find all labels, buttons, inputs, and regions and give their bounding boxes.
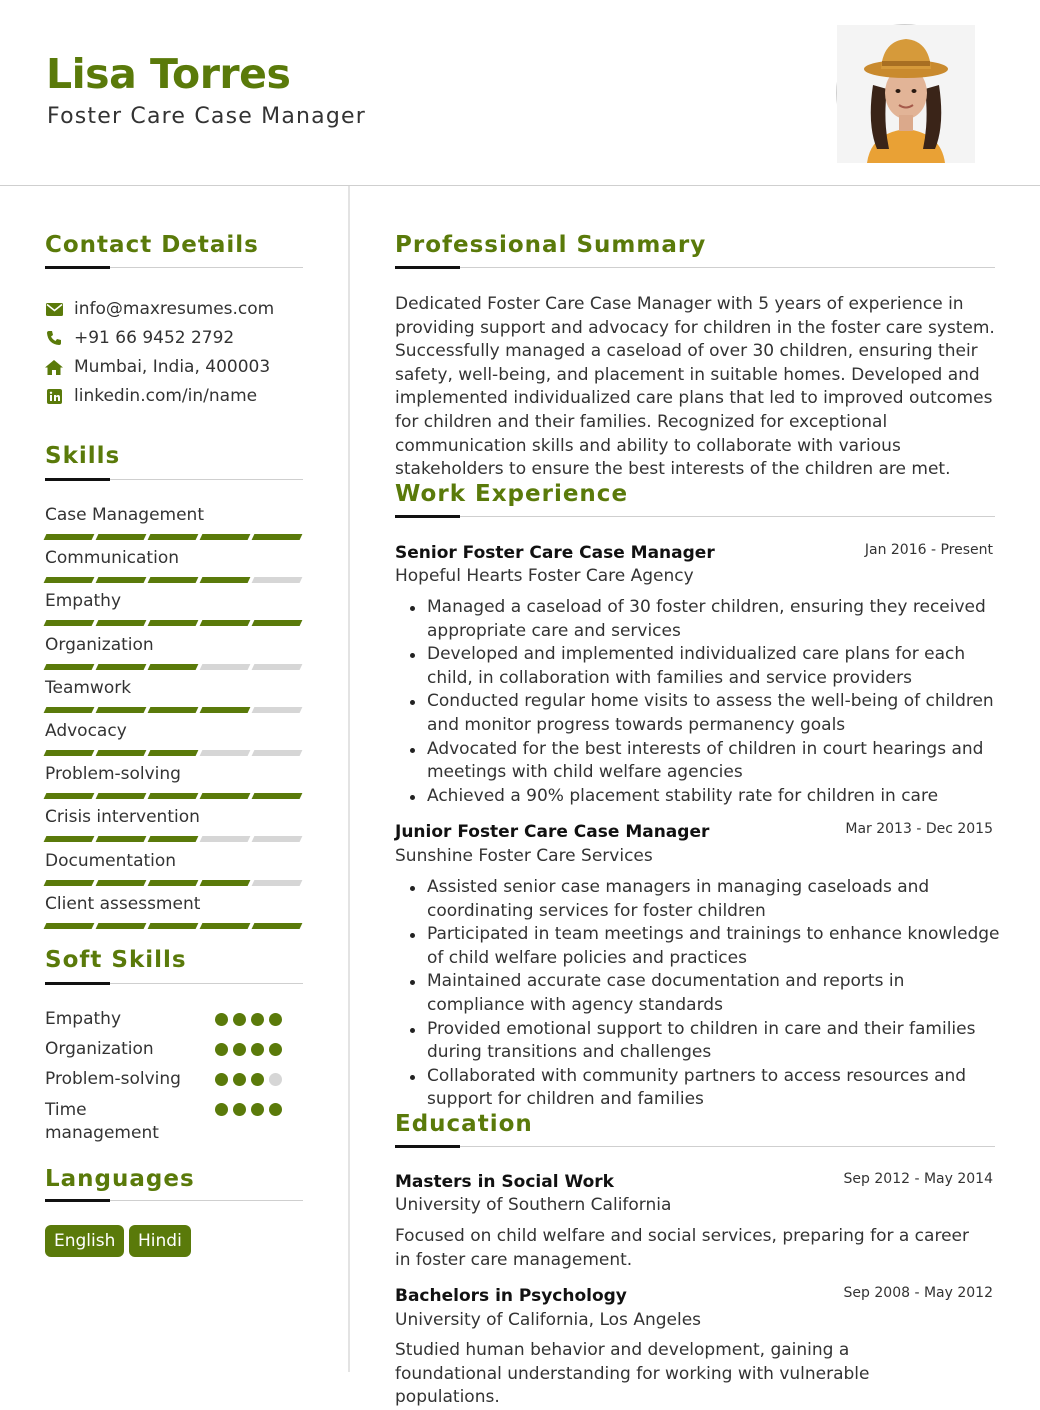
skill-level-segment [44,664,95,670]
school-name: University of California, Los Angeles [395,1310,702,1330]
skill-level-bars [45,620,302,626]
skill-label: Client assessment [45,893,201,914]
skill-level-segment [44,880,95,886]
skill-level-segment [252,836,303,842]
skill-level-segment [148,923,199,929]
soft-skill-label: Empathy [45,1009,122,1029]
skill-level-segment [200,534,251,540]
skill-level-bars [45,707,302,713]
skill-level-segment [252,620,303,626]
skill-level-segment [148,836,199,842]
language-tag: English [45,1225,124,1257]
skill-level-segment [44,836,95,842]
education-section-title: Education [395,1111,533,1137]
skill-level-segment [252,750,303,756]
soft-skills-section-title: Soft Skills [45,947,187,973]
skill-level-segment [252,923,303,929]
skill-label: Case Management [45,505,204,525]
column-divider [348,186,350,1372]
contact-email-text: info@maxresumes.com [74,299,275,319]
summary-section-title: Professional Summary [395,232,707,258]
rating-dot [215,1073,228,1086]
phone-icon [45,329,63,347]
skill-level-segment [200,750,251,756]
rating-dot [233,1103,246,1116]
rating-dot [269,1013,282,1026]
degree-description: Studied human behavior and development, gaining a foundational understanding for working with vulnerable populations. [395,1340,870,1408]
contact-section-title: Contact Details [45,232,259,258]
skill-level-segment [44,750,95,756]
resume-header [0,0,1040,186]
skill-label: Empathy [45,591,122,612]
soft-skill-rating [215,1073,282,1086]
summary-section-rule [395,267,995,268]
skill-level-segment [96,923,147,929]
home-icon [45,358,63,376]
rating-dot [215,1103,228,1116]
skill-level-segment [96,793,147,799]
skill-label: Communication [45,548,179,569]
degree-dates: Sep 2008 - May 2012 [843,1285,993,1301]
skill-level-segment [96,664,147,670]
skill-level-segment [96,707,147,713]
skill-level-bars [45,664,302,670]
skill-row [45,635,302,670]
job-bullet: Conducted regular home visits to assess the well-being of children and monitor progress towards permanency goals [427,690,1002,737]
skill-row [45,851,302,886]
soft-skill-rating [215,1103,282,1116]
skill-level-segment [96,620,147,626]
skill-label: Advocacy [45,721,127,741]
skill-label: Organization [45,634,154,655]
skill-level-segment [252,880,303,886]
soft-skill-rating [215,1043,282,1056]
skill-level-segment [200,923,251,929]
skill-level-segment [96,836,147,842]
skill-level-segment [252,577,303,583]
soft-skill-label: Organization [45,1039,154,1059]
skill-level-segment [96,750,147,756]
soft-skill-label: Time management [45,1100,159,1143]
skill-level-bars [45,923,302,929]
skill-level-segment [200,836,251,842]
contact-address [45,357,270,377]
skill-label: Problem-solving [45,764,181,785]
job-title: Senior Foster Care Case Manager [395,543,715,563]
envelope-icon [45,300,63,318]
contact-email[interactable] [45,299,274,319]
job-dates: Mar 2013 - Dec 2015 [845,821,993,837]
skill-row [45,505,302,540]
profile-photo-illustration [837,25,975,163]
job-bullet: Developed and implemented individualized care plans for each child, in collaboration with families and service providers [427,643,1002,690]
skill-level-segment [148,620,199,626]
skill-level-segment [200,620,251,626]
languages-section-accent [45,1199,110,1202]
soft-skill-row [45,1099,195,1145]
skill-row [45,807,302,842]
rating-dot [233,1013,246,1026]
candidate-role: Foster Care Case Manager [47,104,366,129]
skill-level-bars [45,534,302,540]
skills-section-title: Skills [45,443,121,469]
skill-level-segment [252,534,303,540]
skill-level-segment [200,880,251,886]
job-organization: Sunshine Foster Care Services [395,846,653,866]
job-organization: Hopeful Hearts Foster Care Agency [395,566,694,586]
skill-level-bars [45,750,302,756]
job-bullet: Maintained accurate case documentation and reports in compliance with agency standards [427,970,1002,1017]
skill-level-segment [44,707,95,713]
skill-level-segment [200,577,251,583]
skill-level-segment [252,793,303,799]
school-name: University of Southern California [395,1195,672,1215]
job-bullets [427,876,1002,1112]
skill-level-segment [44,534,95,540]
skill-level-bars [45,836,302,842]
skill-level-segment [200,793,251,799]
job-bullet: Participated in team meetings and trainings to enhance knowledge of child welfare policies and practices [427,923,1002,970]
skill-level-segment [148,750,199,756]
education-section-accent [395,1145,460,1148]
contact-section-accent [45,266,110,269]
skill-level-segment [200,707,251,713]
skill-row [45,678,302,713]
rating-dot [215,1013,228,1026]
degree-title: Masters in Social Work [395,1172,614,1192]
soft-skill-rating [215,1013,282,1026]
experience-section-title: Work Experience [395,481,629,507]
rating-dot [269,1043,282,1056]
degree-description: Focused on child welfare and social services, preparing for a career in foster care management. [395,1226,969,1270]
summary-text: Dedicated Foster Care Case Manager with 5 years of experience in providing support and advocacy for children in the foster care system. Successfully managed a caseload of over 30 children, ensuring their safety, well-being, and placement in suitable homes. Developed and implemented individualized care plans that led to improved outcomes for children and their families. Recognized for exceptional communication skills and ability to collaborate with various stakeholders to ensure the best interests of the children are met. [395,294,995,480]
languages-section-title: Languages [45,1166,195,1192]
summary-section-accent [395,266,460,269]
degree-dates: Sep 2012 - May 2014 [843,1171,993,1187]
language-tag: Hindi [129,1225,191,1257]
skill-level-segment [44,577,95,583]
skill-level-segment [44,620,95,626]
skill-level-segment [148,793,199,799]
soft-skills-section-accent [45,982,110,985]
skill-level-segment [148,664,199,670]
job-bullet: Achieved a 90% placement stability rate for children in care [427,785,1002,809]
rating-dot [251,1103,264,1116]
job-bullet: Assisted senior case managers in managing caseloads and coordinating services for foster children [427,876,1002,923]
skill-row [45,591,302,626]
soft-skill-label: Problem-solving [45,1069,181,1089]
skill-level-bars [45,793,302,799]
skill-row [45,548,302,583]
skill-label: Documentation [45,850,177,871]
skill-level-segment [96,577,147,583]
job-dates: Jan 2016 - Present [864,542,993,558]
profile-photo [836,24,974,162]
skill-level-segment [96,534,147,540]
job-bullet: Advocated for the best interests of children in court hearings and meetings with child welfare agencies [427,738,1002,785]
skill-row [45,764,302,799]
degree-title: Bachelors in Psychology [395,1286,627,1306]
education-section-rule [395,1146,995,1147]
skill-row [45,721,302,756]
rating-dot [251,1073,264,1086]
contact-linkedin-text: linkedin.com/in/name [74,386,258,406]
job-bullets [427,596,1002,808]
rating-dot [269,1073,282,1086]
contact-address-text: Mumbai, India, 400003 [74,357,271,377]
job-title: Junior Foster Care Case Manager [395,822,710,842]
skill-level-segment [252,707,303,713]
rating-dot [251,1013,264,1026]
skill-level-segment [148,707,199,713]
rating-dot [251,1043,264,1056]
skill-level-segment [200,664,251,670]
skill-level-segment [44,923,95,929]
skills-section-accent [45,478,110,481]
rating-dot [215,1043,228,1056]
contact-phone[interactable] [45,328,234,348]
skill-level-segment [252,664,303,670]
experience-section-accent [395,515,460,518]
linkedin-icon [45,387,63,405]
skill-level-bars [45,577,302,583]
contact-linkedin[interactable] [45,386,257,406]
rating-dot [233,1043,246,1056]
skill-row [45,894,302,929]
skill-level-segment [148,880,199,886]
skill-level-bars [45,880,302,886]
experience-section-rule [395,516,995,517]
contact-phone-text: +91 66 9452 2792 [74,328,235,348]
skill-label: Teamwork [45,677,132,698]
skill-level-segment [44,793,95,799]
job-bullet: Managed a caseload of 30 foster children, ensuring they received appropriate care and services [427,596,1002,643]
skill-level-segment [148,577,199,583]
job-bullet: Provided emotional support to children in care and their families during transitions and challenges [427,1018,1002,1065]
rating-dot [269,1103,282,1116]
candidate-name: Lisa Torres [46,50,291,98]
skill-label: Crisis intervention [45,807,200,828]
skill-level-segment [96,880,147,886]
rating-dot [233,1073,246,1086]
skill-level-segment [148,534,199,540]
job-bullet: Collaborated with community partners to access resources and support for children and families [427,1065,1002,1112]
